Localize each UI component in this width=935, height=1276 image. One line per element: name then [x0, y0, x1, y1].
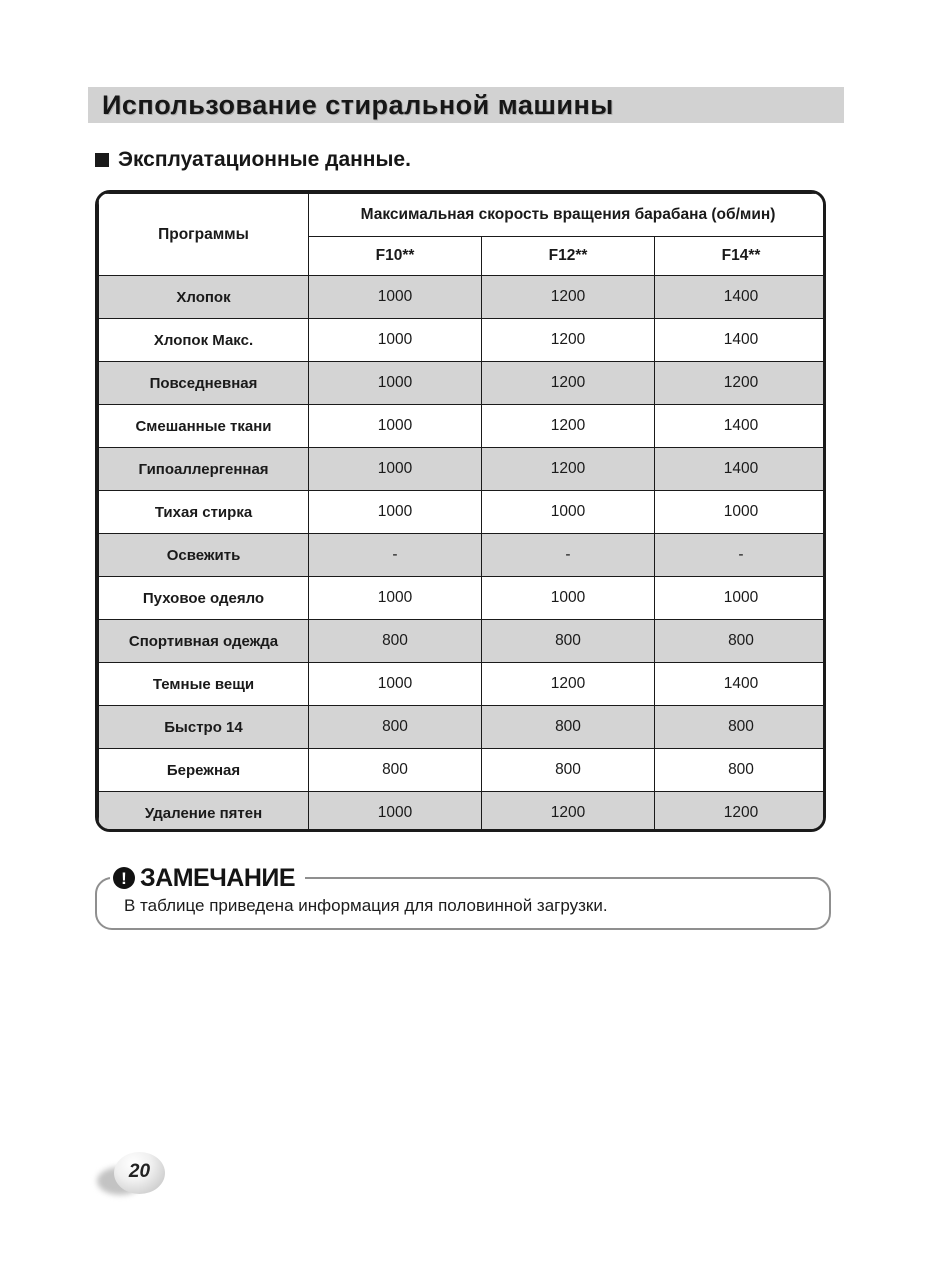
table-row [99, 276, 827, 319]
table-row [99, 792, 827, 833]
speed-value-cell: 1200 [482, 362, 655, 405]
speed-value-cell: 800 [309, 706, 482, 749]
table-row [99, 577, 827, 620]
speed-value-cell: 1000 [309, 319, 482, 362]
note-title-text: ЗАМЕЧАНИЕ [140, 863, 296, 892]
speed-value-cell: 1200 [482, 663, 655, 706]
speed-value-cell: 800 [482, 749, 655, 792]
speed-value-cell: 800 [655, 620, 827, 663]
page-number-badge [114, 1152, 165, 1194]
chapter-header-bar [88, 87, 844, 123]
square-bullet-icon [95, 153, 109, 167]
program-name-cell: Пуховое одеяло [99, 577, 309, 620]
table-row [99, 362, 827, 405]
speed-value-cell: - [482, 534, 655, 577]
speed-value-cell: 1400 [655, 405, 827, 448]
table-model-header: F10** [309, 237, 482, 276]
speed-value-cell: 1200 [482, 448, 655, 491]
speed-value-cell: 1000 [309, 362, 482, 405]
program-name-cell: Повседневная [99, 362, 309, 405]
table-row [99, 448, 827, 491]
speed-value-cell: 800 [309, 749, 482, 792]
program-name-cell: Спортивная одежда [99, 620, 309, 663]
program-name-cell: Быстро 14 [99, 706, 309, 749]
speed-value-cell: 1400 [655, 319, 827, 362]
table-group-header: Максимальная скорость вращения барабана (об/мин) [309, 194, 827, 237]
speed-value-cell: 1200 [655, 362, 827, 405]
speed-value-cell: 1400 [655, 276, 827, 319]
note-text: В таблице приведена информация для половинной загрузки. [124, 896, 608, 915]
table-row [99, 706, 827, 749]
speed-value-cell: 1200 [482, 276, 655, 319]
speed-value-cell: 1200 [655, 792, 827, 833]
speed-value-cell: - [655, 534, 827, 577]
speed-value-cell: 1000 [655, 491, 827, 534]
program-name-cell: Освежить [99, 534, 309, 577]
section-title: Эксплуатационные данные. [118, 148, 411, 171]
speed-value-cell: 1200 [482, 319, 655, 362]
program-name-cell: Хлопок Макс. [99, 319, 309, 362]
note-title [110, 862, 305, 894]
speed-value-cell: 1000 [482, 491, 655, 534]
table-model-header: F14** [655, 237, 827, 276]
speed-value-cell: 800 [482, 620, 655, 663]
speed-value-cell: 1000 [309, 448, 482, 491]
table-row [99, 405, 827, 448]
speed-value-cell: 1200 [482, 792, 655, 833]
speed-value-cell: 800 [655, 706, 827, 749]
page-number: 20 [128, 1161, 151, 1182]
speed-value-cell: 1000 [655, 577, 827, 620]
program-name-cell: Гипоаллергенная [99, 448, 309, 491]
table-row [99, 749, 827, 792]
note-box [95, 863, 831, 930]
table-corner-header: Программы [99, 194, 309, 276]
speed-value-cell: 1000 [309, 491, 482, 534]
program-name-cell: Бережная [99, 749, 309, 792]
table-row [99, 534, 827, 577]
table-row [99, 491, 827, 534]
table-row [99, 663, 827, 706]
program-name-cell: Хлопок [99, 276, 309, 319]
spin-speed-table [95, 190, 826, 832]
speed-value-cell: - [309, 534, 482, 577]
spin-speed-table-grid [98, 193, 826, 832]
speed-value-cell: 800 [482, 706, 655, 749]
section-heading [95, 148, 411, 172]
speed-value-cell: 1000 [309, 405, 482, 448]
table-row [99, 620, 827, 663]
speed-value-cell: 1400 [655, 448, 827, 491]
program-name-cell: Удаление пятен [99, 792, 309, 833]
speed-value-cell: 1000 [482, 577, 655, 620]
table-row [99, 319, 827, 362]
speed-value-cell: 800 [655, 749, 827, 792]
speed-value-cell: 1000 [309, 276, 482, 319]
program-name-cell: Темные вещи [99, 663, 309, 706]
program-name-cell: Тихая стирка [99, 491, 309, 534]
speed-value-cell: 1000 [309, 577, 482, 620]
speed-value-cell: 800 [309, 620, 482, 663]
speed-value-cell: 1000 [309, 663, 482, 706]
chapter-title: Использование стиральной машины [102, 89, 614, 120]
exclamation-circle-icon: ! [113, 867, 135, 889]
program-name-cell: Смешанные ткани [99, 405, 309, 448]
speed-value-cell: 1200 [482, 405, 655, 448]
table-model-header: F12** [482, 237, 655, 276]
speed-value-cell: 1000 [309, 792, 482, 833]
speed-value-cell: 1400 [655, 663, 827, 706]
